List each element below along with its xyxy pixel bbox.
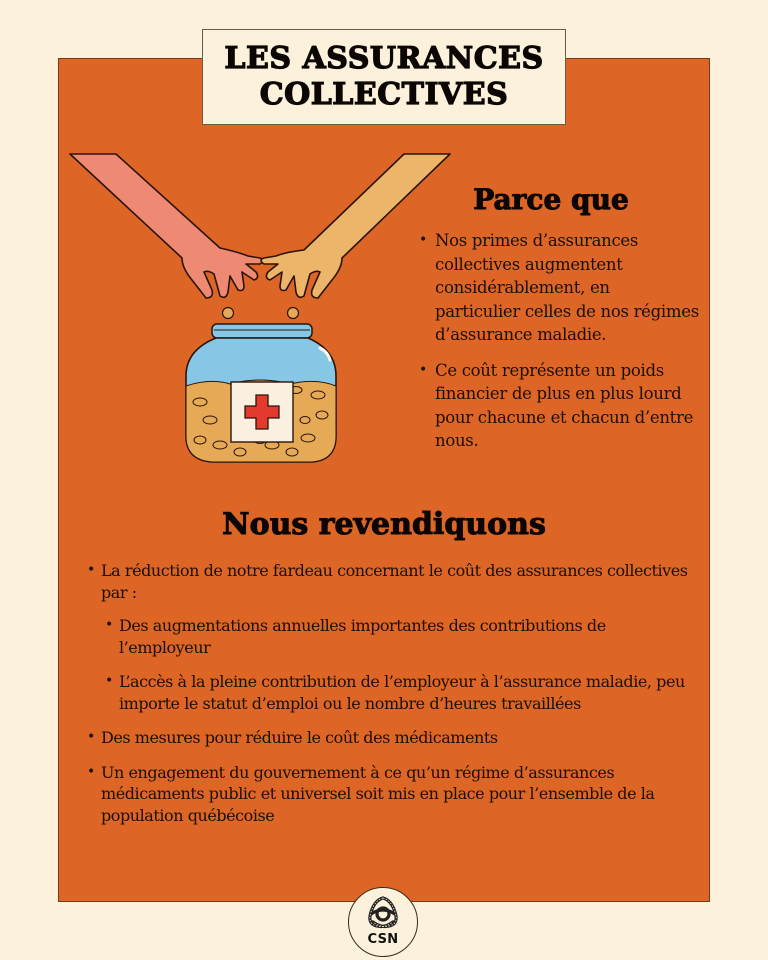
list-item-text: Nos primes d’assurances collectives augmentent considérablement, en particulier celles de nos régimes d’assurance maladie. xyxy=(435,231,699,344)
coin-icon xyxy=(223,308,234,319)
sub-list-item xyxy=(103,671,694,714)
nous-revendiquons-list xyxy=(84,560,694,839)
nous-revendiquons-heading: Nous revendiquons xyxy=(222,507,546,542)
bullet-icon: • xyxy=(87,562,95,578)
title-line-2: COLLECTIVES xyxy=(259,77,509,112)
list-item-text: La réduction de notre fardeau concernant le coût des assurances collectives par : xyxy=(101,561,688,602)
coin-icon xyxy=(288,308,299,319)
title-box xyxy=(202,29,566,125)
bullet-icon: • xyxy=(105,673,113,689)
jar-icon xyxy=(186,324,336,462)
csn-logo xyxy=(348,887,418,957)
csn-logo-text: CSN xyxy=(367,932,399,947)
parce-que-list xyxy=(414,229,699,465)
list-item-text: Un engagement du gouvernement à ce qu’un régime d’assurances médicaments public et universel soit mis en place pour l’ensemble de la population québécoise xyxy=(101,762,655,825)
list-item xyxy=(84,727,694,749)
list-item xyxy=(84,762,694,827)
bullet-icon: • xyxy=(87,763,95,780)
sub-list-item xyxy=(103,615,694,658)
csn-knot-icon xyxy=(363,894,403,932)
list-item xyxy=(414,359,699,453)
list-item-text: Des mesures pour réduire le coût des médicaments xyxy=(101,728,498,747)
bullet-icon: • xyxy=(419,232,427,248)
list-item-text: Ce coût représente un poids financier de plus en plus lourd pour chacune et chacun d’entre nous. xyxy=(435,360,694,450)
bullet-icon: • xyxy=(419,361,427,378)
parce-que-heading: Parce que xyxy=(473,183,629,216)
hands-jar-illustration xyxy=(60,140,460,480)
list-item xyxy=(414,229,699,347)
bullet-icon: • xyxy=(87,729,95,745)
left-hand-icon xyxy=(70,154,263,298)
bullet-icon: • xyxy=(105,617,113,633)
list-item xyxy=(84,560,694,714)
sub-list-item-text: L’accès à la pleine contribution de l’employeur à l’assurance maladie, peu importe le statut d’emploi ou le nombre d’heures travaillées xyxy=(119,672,685,713)
title-line-1: LES ASSURANCES xyxy=(224,41,544,76)
sub-list-item-text: Des augmentations annuelles importantes des contributions de l’employeur xyxy=(119,616,606,657)
sub-list xyxy=(101,615,694,714)
